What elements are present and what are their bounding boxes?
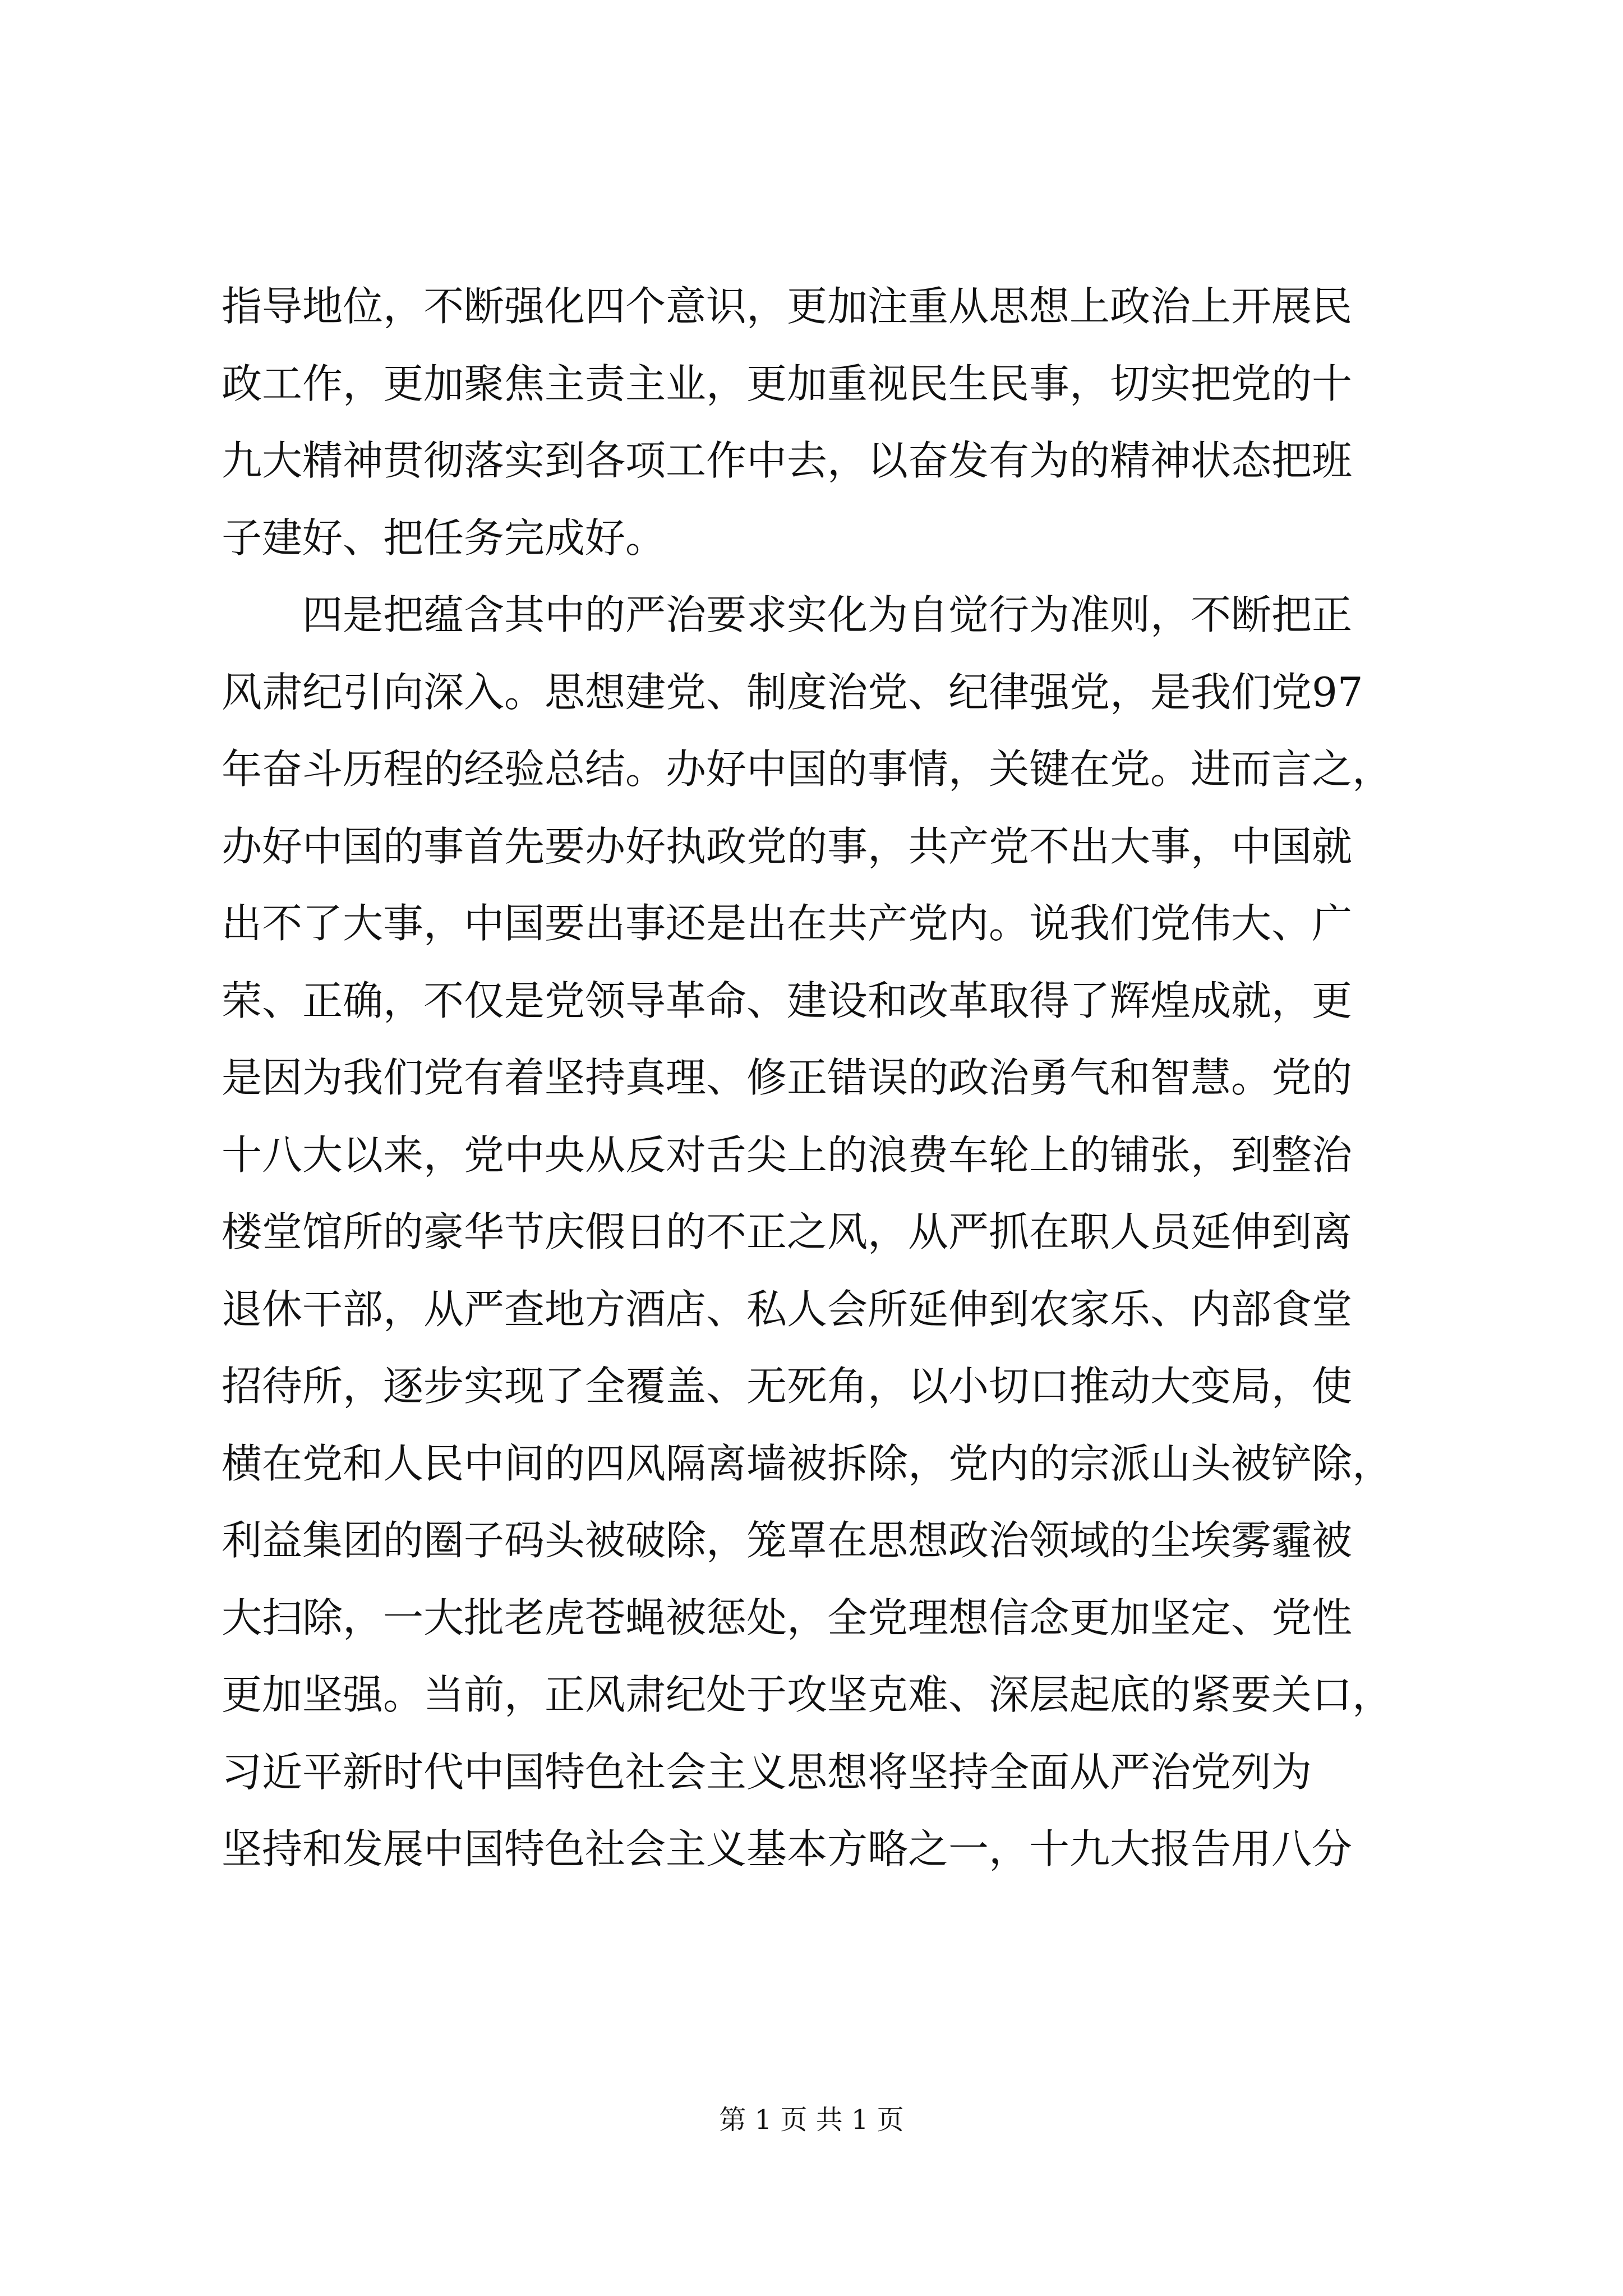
text-line: 习近平新时代中国特色社会主义思想将坚持全面从严治党列为 xyxy=(222,1748,1312,1796)
text-line: 九大精神贯彻落实到各项工作中去，以奋发有为的精神状态把班 xyxy=(222,437,1353,484)
text-line: 年奋斗历程的经验总结。办好中国的事情，关键在党。进而言之， xyxy=(222,746,1393,793)
text-line: 大扫除，一大批老虎苍蝇被惩处，全党理想信念更加坚定、党性 xyxy=(222,1594,1353,1641)
text-line: 风肃纪引向深入。思想建党、制度治党、纪律强党，是我们党97 xyxy=(222,668,1363,716)
text-line: 十八大以来，党中央从反对舌尖上的浪费车轮上的铺张，到整治 xyxy=(222,1131,1353,1179)
text-line: 退休干部，从严查地方酒店、私人会所延伸到农家乐、内部食堂 xyxy=(222,1285,1353,1333)
text-line: 楼堂馆所的豪华节庆假日的不正之风，从严抓在职人员延伸到离 xyxy=(222,1208,1353,1255)
text-line: 政工作，更加聚焦主责主业，更加重视民生民事，切实把党的十 xyxy=(222,360,1353,407)
text-line: 出不了大事，中国要出事还是出在共产党内。说我们党伟大、广 xyxy=(222,900,1353,947)
page-footer: 第 1 页 共 1 页 xyxy=(719,2104,904,2136)
text-line: 子建好、把任务完成好。 xyxy=(222,514,666,562)
text-line: 四是把蕴含其中的严治要求实化为自觉行为准则，不断把正 xyxy=(222,591,1353,638)
body-text xyxy=(222,268,1416,1888)
text-line: 指导地位，不断强化四个意识，更加注重从思想上政治上开展民 xyxy=(222,283,1353,330)
text-line: 利益集团的圈子码头被破除，笼罩在思想政治领域的尘埃雾霾被 xyxy=(222,1517,1353,1564)
text-line: 横在党和人民中间的四风隔离墙被拆除，党内的宗派山头被铲除， xyxy=(222,1439,1393,1487)
text-line: 办好中国的事首先要办好执政党的事，共产党不出大事，中国就 xyxy=(222,822,1353,870)
text-line: 荣、正确，不仅是党领导革命、建设和改革取得了辉煌成就，更 xyxy=(222,977,1353,1024)
text-line: 更加坚强。当前，正风肃纪处于攻坚克难、深层起底的紧要关口， xyxy=(222,1671,1393,1718)
text-line: 坚持和发展中国特色社会主义基本方略之一，十九大报告用八分 xyxy=(222,1825,1353,1872)
text-line: 招待所，逐步实现了全覆盖、无死角，以小切口推动大变局，使 xyxy=(222,1363,1353,1410)
text-line: 是因为我们党有着坚持真理、修正错误的政治勇气和智慧。党的 xyxy=(222,1054,1353,1101)
